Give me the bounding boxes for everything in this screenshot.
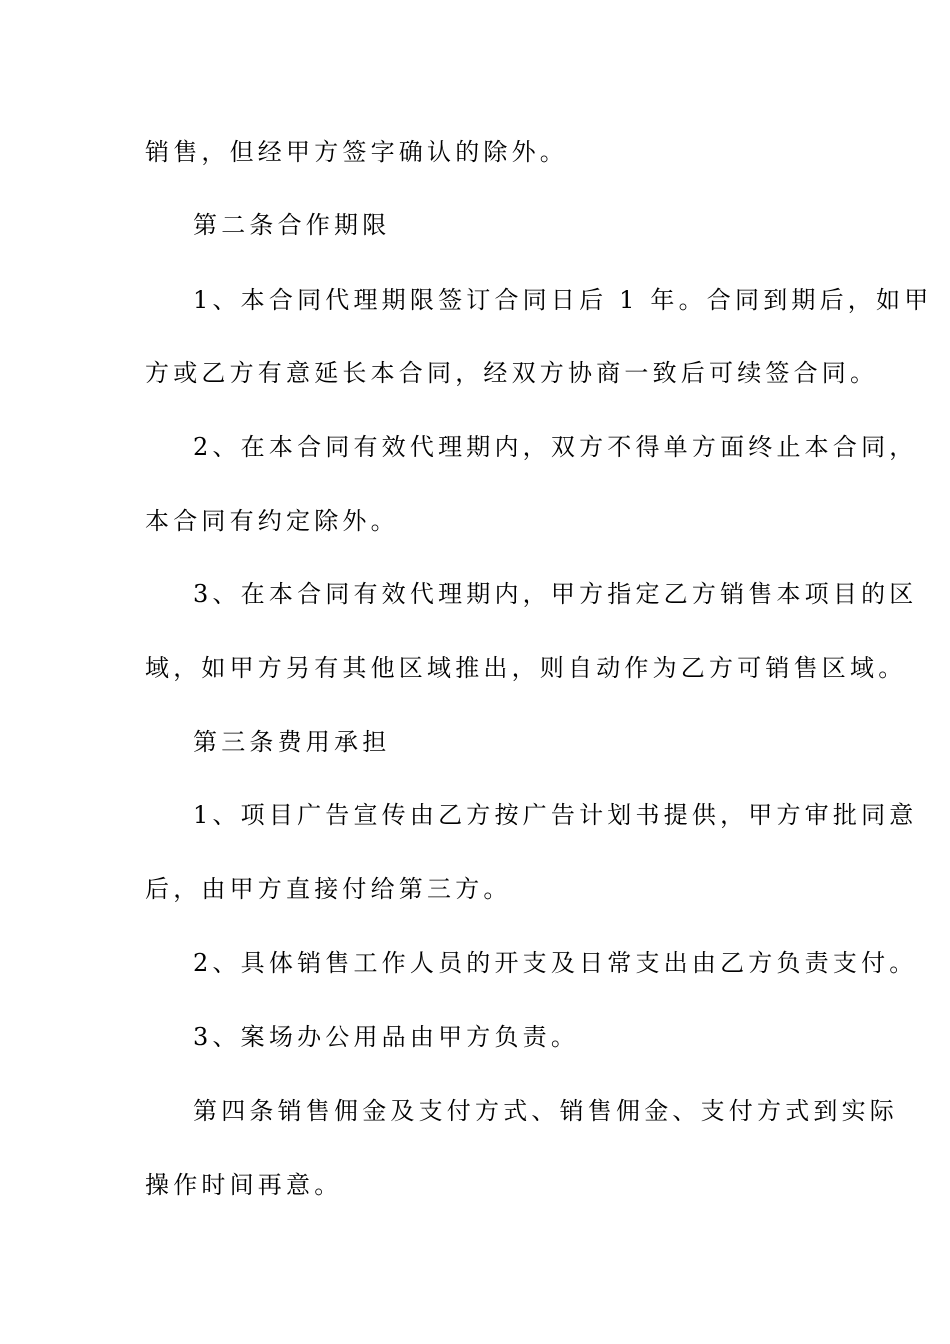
section-heading-cooperation-term: 第二条合作期限 [193,211,391,239]
paragraph-term-1-line-2: 方或乙方有意延长本合同，经双方协商一致后可续签合同。 [145,359,879,387]
paragraph-line-1: 销售，但经甲方签字确认的除外。 [145,138,568,166]
paragraph-cost-2: 2、具体销售工作人员的开支及日常支出由乙方负责支付。 [193,949,918,977]
paragraph-term-1-line-1: 1、本合同代理期限签订合同日后 1 年。合同到期后，如甲 [193,286,933,314]
paragraph-term-2-line-1: 2、在本合同有效代理期内，双方不得单方面终止本合同， [193,433,918,461]
paragraph-cost-1-line-2: 后，由甲方直接付给第三方。 [145,875,512,903]
paragraph-term-2-line-2: 本合同有约定除外。 [145,507,399,535]
section-heading-cost-bearing: 第三条费用承担 [193,728,391,756]
paragraph-commission-line-2: 操作时间再意。 [145,1171,343,1199]
paragraph-cost-3: 3、案场办公用品由甲方负责。 [193,1023,580,1051]
paragraph-cost-1-line-1: 1、项目广告宣传由乙方按广告计划书提供，甲方审批同意 [193,801,918,829]
paragraph-term-3-line-2: 域，如甲方另有其他区域推出，则自动作为乙方可销售区域。 [145,654,907,682]
paragraph-commission-line-1: 第四条销售佣金及支付方式、销售佣金、支付方式到实际 [193,1097,898,1125]
paragraph-term-3-line-1: 3、在本合同有效代理期内，甲方指定乙方销售本项目的区 [193,580,918,608]
